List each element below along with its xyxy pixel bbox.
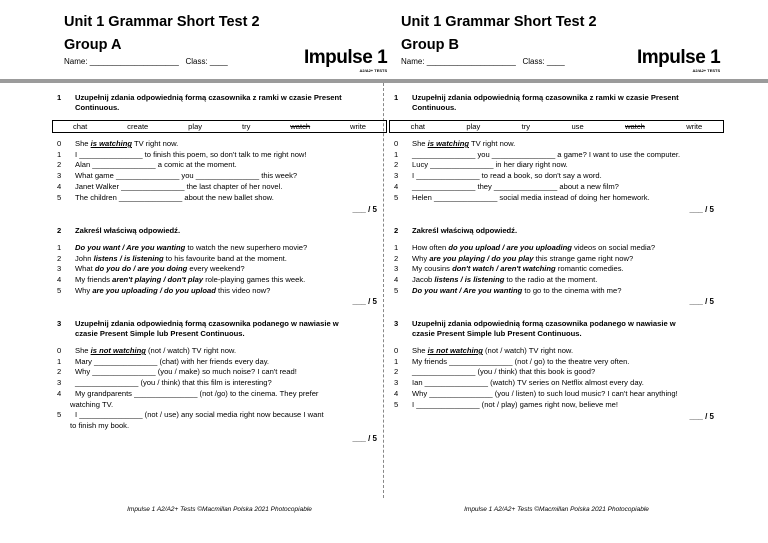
exercise-line[interactable]: 1 Mary _______________ (chat) with her friends every day. — [57, 356, 270, 366]
exercise-line-continuation: watching TV. — [70, 399, 114, 409]
unit-title: Unit 1 Grammar Short Test 2 — [401, 14, 597, 30]
exercise-instruction: 1 Uzupełnij zdania odpowiednią formą czasownika z ramki w czasie Present Continuous. — [394, 93, 679, 112]
word-bank-item: play — [466, 122, 481, 131]
impulse-logo — [637, 48, 720, 73]
exercise-line[interactable]: 3 What do you do / are you doing every weekend? — [57, 264, 245, 274]
test-column-group-b — [389, 0, 724, 543]
exercise-instruction: 1 Uzupełnij zdania odpowiednią formą czasownika z ramki w czasie Present Continuous. — [57, 93, 342, 112]
exercise-line[interactable]: 5 Helen _______________ social media instead of doing her homework. — [394, 192, 650, 202]
exercise-line[interactable]: 0 She is watching TV right now. — [57, 139, 179, 148]
word-bank-item: chat — [72, 122, 88, 131]
class-field[interactable]: Class: ____ — [185, 57, 228, 66]
word-bank-item: write — [686, 122, 703, 131]
score-box[interactable]: ___ / 5 — [352, 297, 377, 306]
exercise-line[interactable]: 1 My friends _______________ (not / go) to the theatre very often. — [394, 356, 630, 366]
exercise-line[interactable]: 5 I _______________ (not / use) any social media right now because I want — [57, 410, 324, 420]
group-title: Group A — [64, 37, 122, 53]
name-field[interactable]: Name: ____________________ — [401, 57, 516, 66]
exercise-1 — [389, 93, 724, 203]
exercise-1 — [52, 93, 387, 203]
exercise-line[interactable]: 2 John listens / is listening to his favourite band at the moment. — [57, 253, 287, 263]
logo-subtitle: A2/A2+ TESTS — [359, 68, 388, 73]
exercise-line[interactable]: 2 Alan _______________ a comic at the moment. — [57, 160, 237, 170]
exercise-line[interactable]: 4 _______________ they _______________ about a new film? — [394, 181, 619, 191]
exercise-line[interactable]: 2 _______________ (you / think) that this book is good? — [394, 367, 596, 377]
exercise-line[interactable]: 1 I _______________ to finish this poem, so don't talk to me right now! — [57, 149, 307, 159]
exercise-line[interactable]: 2 Lucy _______________ in her diary right now. — [394, 160, 568, 170]
exercise-instruction: 2 Zakreśl właściwą odpowiedź. — [394, 226, 518, 235]
word-bank-item: chat — [410, 122, 426, 131]
exercise-line[interactable]: 3 Ian _______________ (watch) TV series on Netflix almost every day. — [394, 378, 644, 388]
exercise-line[interactable]: 4 Why _______________ (you / listen) to such loud music? I can't hear anything! — [394, 388, 678, 398]
exercise-line[interactable]: 2 Why _______________ (you / make) so much noise? I can't read! — [57, 367, 297, 377]
exercise-2 — [52, 226, 387, 297]
exercise-3 — [52, 319, 387, 432]
word-bank-item-struck: watch — [290, 122, 311, 131]
exercise-line[interactable]: 3 My cousins don't watch / aren't watching romantic comedies. — [394, 264, 624, 274]
word-bank-item: try — [521, 122, 531, 131]
exercise-line[interactable]: 2 Why are you playing / do you play this strange game right now? — [394, 253, 634, 263]
footer-copyright: Impulse 1 A2/A2+ Tests ©Macmillan Polska 2021 Photocopiable — [464, 506, 649, 513]
exercise-line[interactable]: 3 What game _______________ you _______________ this week? — [57, 171, 298, 181]
word-bank-item: try — [241, 122, 251, 131]
unit-title: Unit 1 Grammar Short Test 2 — [64, 14, 260, 30]
exercise-line[interactable]: 3 I _______________ to read a book, so don't say a word. — [394, 171, 602, 181]
exercise-line[interactable]: 0 She is not watching (not / watch) TV right now. — [57, 346, 237, 355]
exercise-line[interactable]: 1 _______________ you _______________ a game? I want to use the computer. — [394, 149, 681, 159]
exercise-line[interactable]: 5 The children _______________ about the new ballet show. — [57, 192, 274, 202]
word-bank-item: play — [188, 122, 203, 131]
exercise-line[interactable]: 1 How often do you upload / are you uploading videos on social media? — [394, 243, 656, 252]
exercise-instruction: 3 Uzupełnij zdania odpowiednią formą czasownika podanego w nawiasie w czasie Present Simple lub Present Continuous. — [394, 319, 676, 338]
footer-copyright: Impulse 1 A2/A2+ Tests ©Macmillan Polska 2021 Photocopiable — [127, 506, 312, 513]
word-bank-item-struck: watch — [625, 122, 645, 131]
exercise-line[interactable]: 4 My friends aren't playing / don't play role-playing games this week. — [57, 275, 306, 285]
test-column-group-a — [52, 0, 387, 543]
logo-subtitle: A2/A2+ TESTS — [692, 68, 721, 73]
group-title: Group B — [401, 37, 459, 53]
exercise-line-continuation: to finish my book. — [70, 420, 130, 430]
exercise-line[interactable]: 1 Do you want / Are you wanting to watch the new superhero movie? — [57, 243, 308, 252]
score-box[interactable]: ___ / 5 — [689, 205, 714, 214]
word-bank-item: create — [127, 122, 149, 131]
impulse-logo — [304, 48, 387, 73]
score-box[interactable]: ___ / 5 — [689, 297, 714, 306]
exercise-instruction: 2 Zakreśl właściwą odpowiedź. — [57, 226, 181, 235]
exercise-line[interactable]: 5 I _______________ (not / play) games right now, believe me! — [394, 399, 619, 409]
exercise-instruction: 3 Uzupełnij zdania odpowiednią formą czasownika podanego w nawiasie w czasie Present Simple lub Present Continuous. — [57, 319, 339, 338]
exercise-line[interactable]: 4 My grandparents _______________ (not /go) to the cinema. They prefer — [57, 388, 319, 398]
name-class-row — [401, 57, 565, 66]
word-bank-box — [52, 120, 387, 133]
logo-brand: Impulse 1 — [637, 47, 721, 68]
name-field[interactable]: Name: ____________________ — [64, 57, 179, 66]
word-bank-box — [389, 120, 724, 133]
exercise-line[interactable]: 5 Why are you uploading / do you upload this video now? — [57, 285, 271, 295]
word-bank-item: write — [350, 122, 367, 131]
exercise-line[interactable]: 3 _______________ (you / think) that this film is interesting? — [57, 378, 272, 388]
exercise-line[interactable]: 0 She is not watching (not / watch) TV right now. — [394, 346, 574, 355]
word-bank-item: use — [571, 122, 584, 131]
name-class-row — [64, 57, 228, 66]
exercise-2 — [389, 226, 724, 297]
exercise-line[interactable]: 0 She is watching TV right now. — [394, 139, 516, 148]
score-box[interactable]: ___ / 5 — [352, 434, 377, 443]
exercise-line[interactable]: 4 Jacob listens / is listening to the radio at the moment. — [394, 275, 598, 285]
exercise-line[interactable]: 4 Janet Walker _______________ the last chapter of her novel. — [57, 181, 283, 191]
score-box[interactable]: ___ / 5 — [352, 205, 377, 214]
logo-brand: Impulse 1 — [304, 47, 388, 68]
exercise-line[interactable]: 5 Do you want / Are you wanting to go to the cinema with me? — [394, 285, 622, 295]
exercise-3 — [389, 319, 724, 410]
score-box[interactable]: ___ / 5 — [689, 412, 714, 421]
class-field[interactable]: Class: ____ — [522, 57, 565, 66]
